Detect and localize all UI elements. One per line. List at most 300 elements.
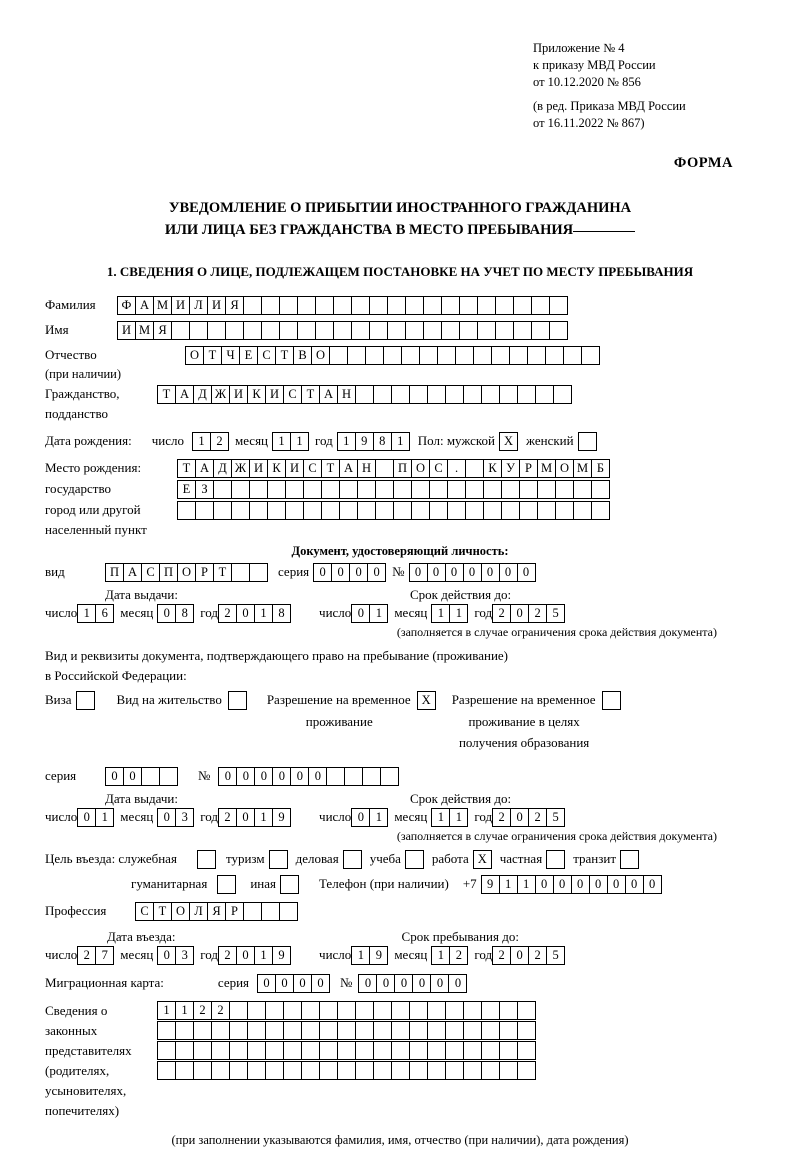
char-cell[interactable] <box>477 321 496 340</box>
char-cell[interactable] <box>405 296 424 315</box>
char-cell[interactable]: 0 <box>463 563 482 582</box>
char-cell[interactable]: И <box>285 459 304 478</box>
char-cell[interactable]: 1 <box>369 808 388 827</box>
doc-kind-input[interactable] <box>105 563 268 582</box>
char-cell[interactable] <box>581 346 600 365</box>
char-cell[interactable] <box>279 902 298 921</box>
char-cell[interactable]: И <box>117 321 136 340</box>
char-cell[interactable] <box>519 480 538 499</box>
char-cell[interactable] <box>319 1001 338 1020</box>
char-cell[interactable] <box>369 296 388 315</box>
char-cell[interactable]: 9 <box>272 946 291 965</box>
char-cell[interactable]: 0 <box>157 604 176 623</box>
char-cell[interactable]: 9 <box>355 432 374 451</box>
char-cell[interactable] <box>573 480 592 499</box>
char-cell[interactable]: 0 <box>643 875 662 894</box>
purpose-business-checkbox[interactable] <box>343 850 362 869</box>
purpose-transit-checkbox[interactable] <box>620 850 639 869</box>
char-cell[interactable] <box>447 501 466 520</box>
char-cell[interactable] <box>157 1041 176 1060</box>
char-cell[interactable] <box>441 296 460 315</box>
char-cell[interactable]: 2 <box>528 808 547 827</box>
char-cell[interactable]: М <box>135 321 154 340</box>
char-cell[interactable]: 0 <box>510 946 529 965</box>
char-cell[interactable]: 3 <box>175 946 194 965</box>
char-cell[interactable] <box>265 1021 284 1040</box>
char-cell[interactable] <box>285 480 304 499</box>
char-cell[interactable] <box>499 1021 518 1040</box>
char-cell[interactable] <box>499 1061 518 1080</box>
char-cell[interactable] <box>423 321 442 340</box>
char-cell[interactable] <box>337 1041 356 1060</box>
char-cell[interactable]: 0 <box>313 563 332 582</box>
char-cell[interactable] <box>229 1021 248 1040</box>
char-cell[interactable] <box>344 767 363 786</box>
char-cell[interactable] <box>555 480 574 499</box>
char-cell[interactable] <box>362 767 381 786</box>
char-cell[interactable] <box>315 321 334 340</box>
char-cell[interactable] <box>409 1001 428 1020</box>
char-cell[interactable] <box>549 321 568 340</box>
char-cell[interactable] <box>297 321 316 340</box>
char-cell[interactable]: 0 <box>311 974 330 993</box>
char-cell[interactable]: 1 <box>431 808 450 827</box>
char-cell[interactable]: 2 <box>211 1001 230 1020</box>
char-cell[interactable]: О <box>311 346 330 365</box>
char-cell[interactable]: 2 <box>218 946 237 965</box>
char-cell[interactable] <box>391 1061 410 1080</box>
char-cell[interactable] <box>387 321 406 340</box>
char-cell[interactable]: И <box>249 459 268 478</box>
char-cell[interactable]: Я <box>225 296 244 315</box>
purpose-work-checkbox[interactable]: Х <box>473 850 492 869</box>
char-cell[interactable] <box>337 1021 356 1040</box>
char-cell[interactable] <box>339 480 358 499</box>
char-cell[interactable]: Б <box>591 459 610 478</box>
char-cell[interactable] <box>283 1021 302 1040</box>
temp-residence-checkbox[interactable]: Х <box>417 691 436 710</box>
char-cell[interactable] <box>283 1041 302 1060</box>
char-cell[interactable]: 0 <box>351 604 370 623</box>
edu-residence-checkbox[interactable] <box>602 691 621 710</box>
char-cell[interactable]: 0 <box>607 875 626 894</box>
char-cell[interactable]: 0 <box>358 974 377 993</box>
migration-series-input[interactable] <box>257 974 330 993</box>
char-cell[interactable]: 2 <box>218 808 237 827</box>
char-cell[interactable]: М <box>153 296 172 315</box>
char-cell[interactable]: 0 <box>499 563 518 582</box>
char-cell[interactable]: 0 <box>553 875 572 894</box>
char-cell[interactable]: А <box>319 385 338 404</box>
char-cell[interactable]: 2 <box>492 604 511 623</box>
char-cell[interactable]: Ф <box>117 296 136 315</box>
char-cell[interactable]: А <box>175 385 194 404</box>
char-cell[interactable]: 0 <box>589 875 608 894</box>
char-cell[interactable] <box>337 1001 356 1020</box>
char-cell[interactable] <box>411 501 430 520</box>
entry-day-input[interactable] <box>77 946 114 965</box>
char-cell[interactable] <box>315 296 334 315</box>
legal-rep-row-1[interactable] <box>157 1001 536 1020</box>
sex-female-checkbox[interactable] <box>578 432 597 451</box>
char-cell[interactable] <box>517 385 536 404</box>
char-cell[interactable] <box>387 296 406 315</box>
char-cell[interactable] <box>373 1041 392 1060</box>
char-cell[interactable]: И <box>265 385 284 404</box>
char-cell[interactable]: 1 <box>254 946 273 965</box>
char-cell[interactable] <box>591 501 610 520</box>
char-cell[interactable] <box>265 1001 284 1020</box>
char-cell[interactable]: Я <box>207 902 226 921</box>
char-cell[interactable] <box>373 1061 392 1080</box>
char-cell[interactable] <box>499 1041 518 1060</box>
char-cell[interactable]: 0 <box>77 808 96 827</box>
char-cell[interactable] <box>303 501 322 520</box>
char-cell[interactable] <box>189 321 208 340</box>
char-cell[interactable] <box>535 385 554 404</box>
char-cell[interactable]: 0 <box>571 875 590 894</box>
stay-valid-month-input[interactable] <box>431 808 468 827</box>
doc-series-input[interactable] <box>313 563 386 582</box>
char-cell[interactable]: 1 <box>517 875 536 894</box>
char-cell[interactable]: О <box>555 459 574 478</box>
char-cell[interactable]: 0 <box>367 563 386 582</box>
char-cell[interactable] <box>519 501 538 520</box>
char-cell[interactable] <box>265 1041 284 1060</box>
char-cell[interactable]: 1 <box>351 946 370 965</box>
char-cell[interactable]: С <box>141 563 160 582</box>
char-cell[interactable]: Т <box>321 459 340 478</box>
char-cell[interactable] <box>357 501 376 520</box>
char-cell[interactable]: А <box>339 459 358 478</box>
char-cell[interactable]: 0 <box>535 875 554 894</box>
char-cell[interactable]: 1 <box>77 604 96 623</box>
entry-month-input[interactable] <box>157 946 194 965</box>
char-cell[interactable]: 2 <box>492 946 511 965</box>
char-cell[interactable]: О <box>177 563 196 582</box>
char-cell[interactable]: 8 <box>373 432 392 451</box>
purpose-study-checkbox[interactable] <box>405 850 424 869</box>
char-cell[interactable] <box>347 346 366 365</box>
char-cell[interactable]: 1 <box>192 432 211 451</box>
char-cell[interactable]: З <box>195 480 214 499</box>
char-cell[interactable]: 0 <box>517 563 536 582</box>
char-cell[interactable] <box>355 385 374 404</box>
char-cell[interactable] <box>267 480 286 499</box>
stay-until-day-input[interactable] <box>351 946 388 965</box>
char-cell[interactable] <box>229 1041 248 1060</box>
doc-issue-year-input[interactable] <box>218 604 291 623</box>
char-cell[interactable] <box>517 1021 536 1040</box>
char-cell[interactable]: 7 <box>95 946 114 965</box>
char-cell[interactable]: Т <box>203 346 222 365</box>
char-cell[interactable] <box>465 501 484 520</box>
doc-valid-month-input[interactable] <box>431 604 468 623</box>
char-cell[interactable]: 2 <box>449 946 468 965</box>
char-cell[interactable] <box>193 1021 212 1040</box>
char-cell[interactable] <box>285 501 304 520</box>
purpose-service-checkbox[interactable] <box>197 850 216 869</box>
char-cell[interactable]: 0 <box>625 875 644 894</box>
char-cell[interactable]: Т <box>177 459 196 478</box>
char-cell[interactable] <box>333 321 352 340</box>
char-cell[interactable]: 5 <box>546 808 565 827</box>
char-cell[interactable]: О <box>171 902 190 921</box>
char-cell[interactable] <box>193 1061 212 1080</box>
char-cell[interactable] <box>247 1041 266 1060</box>
char-cell[interactable]: 9 <box>369 946 388 965</box>
char-cell[interactable]: А <box>123 563 142 582</box>
char-cell[interactable] <box>483 501 502 520</box>
char-cell[interactable]: Н <box>337 385 356 404</box>
char-cell[interactable] <box>267 501 286 520</box>
char-cell[interactable]: 0 <box>236 604 255 623</box>
char-cell[interactable] <box>207 321 226 340</box>
char-cell[interactable] <box>409 385 428 404</box>
legal-rep-row-3[interactable] <box>157 1041 536 1060</box>
char-cell[interactable]: 0 <box>331 563 350 582</box>
char-cell[interactable] <box>326 767 345 786</box>
char-cell[interactable] <box>531 321 550 340</box>
doc-valid-year-input[interactable] <box>492 604 565 623</box>
stay-issue-month-input[interactable] <box>157 808 194 827</box>
doc-number-input[interactable] <box>409 563 536 582</box>
char-cell[interactable] <box>301 1021 320 1040</box>
char-cell[interactable] <box>393 501 412 520</box>
char-cell[interactable] <box>229 1061 248 1080</box>
legal-representatives-inputs[interactable] <box>157 1001 536 1081</box>
char-cell[interactable] <box>463 385 482 404</box>
char-cell[interactable] <box>465 459 484 478</box>
char-cell[interactable]: Р <box>519 459 538 478</box>
char-cell[interactable] <box>555 501 574 520</box>
purpose-humanitarian-checkbox[interactable] <box>217 875 236 894</box>
char-cell[interactable]: 0 <box>218 767 237 786</box>
char-cell[interactable] <box>243 296 262 315</box>
birth-year-input[interactable] <box>337 432 410 451</box>
char-cell[interactable] <box>391 385 410 404</box>
char-cell[interactable] <box>411 480 430 499</box>
char-cell[interactable]: 0 <box>510 604 529 623</box>
char-cell[interactable] <box>445 385 464 404</box>
char-cell[interactable]: Л <box>189 296 208 315</box>
char-cell[interactable]: 0 <box>157 808 176 827</box>
char-cell[interactable] <box>455 346 474 365</box>
doc-issue-day-input[interactable] <box>77 604 114 623</box>
char-cell[interactable]: 1 <box>431 946 450 965</box>
char-cell[interactable]: 0 <box>445 563 464 582</box>
char-cell[interactable] <box>171 321 190 340</box>
name-input[interactable] <box>117 321 568 340</box>
char-cell[interactable] <box>537 501 556 520</box>
char-cell[interactable] <box>333 296 352 315</box>
char-cell[interactable]: Т <box>157 385 176 404</box>
char-cell[interactable] <box>283 1001 302 1020</box>
char-cell[interactable] <box>249 480 268 499</box>
char-cell[interactable] <box>427 1061 446 1080</box>
char-cell[interactable]: 2 <box>528 946 547 965</box>
char-cell[interactable]: 3 <box>175 808 194 827</box>
char-cell[interactable]: Т <box>153 902 172 921</box>
char-cell[interactable] <box>355 1021 374 1040</box>
char-cell[interactable] <box>427 1001 446 1020</box>
char-cell[interactable] <box>409 1021 428 1040</box>
char-cell[interactable] <box>477 296 496 315</box>
birthplace-city-input-1[interactable] <box>177 480 610 499</box>
char-cell[interactable] <box>321 501 340 520</box>
char-cell[interactable] <box>261 321 280 340</box>
char-cell[interactable] <box>375 459 394 478</box>
char-cell[interactable]: С <box>429 459 448 478</box>
char-cell[interactable]: П <box>159 563 178 582</box>
char-cell[interactable] <box>423 296 442 315</box>
char-cell[interactable] <box>373 385 392 404</box>
char-cell[interactable]: 1 <box>449 604 468 623</box>
visa-checkbox[interactable] <box>76 691 95 710</box>
doc-valid-day-input[interactable] <box>351 604 388 623</box>
char-cell[interactable] <box>481 1021 500 1040</box>
char-cell[interactable] <box>409 1041 428 1060</box>
char-cell[interactable]: 0 <box>236 767 255 786</box>
char-cell[interactable] <box>459 296 478 315</box>
char-cell[interactable] <box>563 346 582 365</box>
char-cell[interactable] <box>355 1001 374 1020</box>
char-cell[interactable] <box>553 385 572 404</box>
char-cell[interactable]: 1 <box>272 432 291 451</box>
char-cell[interactable] <box>249 563 268 582</box>
char-cell[interactable] <box>380 767 399 786</box>
char-cell[interactable] <box>409 1061 428 1080</box>
char-cell[interactable] <box>463 1041 482 1060</box>
char-cell[interactable] <box>321 480 340 499</box>
char-cell[interactable]: 9 <box>481 875 500 894</box>
citizenship-input[interactable] <box>157 385 572 404</box>
char-cell[interactable]: 0 <box>257 974 276 993</box>
residence-permit-checkbox[interactable] <box>228 691 247 710</box>
char-cell[interactable] <box>369 321 388 340</box>
char-cell[interactable] <box>193 1041 212 1060</box>
char-cell[interactable] <box>427 1021 446 1040</box>
char-cell[interactable]: 2 <box>193 1001 212 1020</box>
char-cell[interactable]: 1 <box>431 604 450 623</box>
stay-valid-day-input[interactable] <box>351 808 388 827</box>
char-cell[interactable] <box>445 1041 464 1060</box>
char-cell[interactable]: Т <box>275 346 294 365</box>
char-cell[interactable] <box>247 1001 266 1020</box>
char-cell[interactable] <box>339 501 358 520</box>
char-cell[interactable] <box>429 480 448 499</box>
char-cell[interactable]: 0 <box>394 974 413 993</box>
char-cell[interactable] <box>501 501 520 520</box>
char-cell[interactable]: 1 <box>499 875 518 894</box>
char-cell[interactable] <box>283 1061 302 1080</box>
char-cell[interactable] <box>459 321 478 340</box>
char-cell[interactable]: В <box>293 346 312 365</box>
char-cell[interactable] <box>279 321 298 340</box>
char-cell[interactable]: 9 <box>272 808 291 827</box>
char-cell[interactable] <box>427 385 446 404</box>
char-cell[interactable]: И <box>171 296 190 315</box>
char-cell[interactable] <box>177 501 196 520</box>
char-cell[interactable] <box>463 1001 482 1020</box>
char-cell[interactable]: 0 <box>427 563 446 582</box>
char-cell[interactable]: 1 <box>391 432 410 451</box>
char-cell[interactable] <box>319 1061 338 1080</box>
char-cell[interactable]: Ж <box>211 385 230 404</box>
char-cell[interactable] <box>175 1021 194 1040</box>
char-cell[interactable] <box>355 1061 374 1080</box>
doc-issue-month-input[interactable] <box>157 604 194 623</box>
char-cell[interactable] <box>301 1061 320 1080</box>
char-cell[interactable] <box>195 501 214 520</box>
char-cell[interactable]: С <box>303 459 322 478</box>
char-cell[interactable]: Л <box>189 902 208 921</box>
char-cell[interactable]: 0 <box>448 974 467 993</box>
char-cell[interactable]: 1 <box>175 1001 194 1020</box>
char-cell[interactable] <box>303 480 322 499</box>
purpose-other-checkbox[interactable] <box>280 875 299 894</box>
char-cell[interactable]: 0 <box>290 767 309 786</box>
char-cell[interactable]: И <box>207 296 226 315</box>
char-cell[interactable]: 1 <box>254 604 273 623</box>
char-cell[interactable]: 0 <box>409 563 428 582</box>
char-cell[interactable] <box>319 1021 338 1040</box>
char-cell[interactable] <box>429 501 448 520</box>
char-cell[interactable]: 0 <box>236 946 255 965</box>
char-cell[interactable]: Н <box>357 459 376 478</box>
patronymic-input[interactable] <box>185 346 600 365</box>
char-cell[interactable]: 0 <box>275 974 294 993</box>
char-cell[interactable] <box>481 1041 500 1060</box>
char-cell[interactable]: К <box>247 385 266 404</box>
char-cell[interactable] <box>231 480 250 499</box>
char-cell[interactable] <box>481 1061 500 1080</box>
char-cell[interactable] <box>441 321 460 340</box>
char-cell[interactable] <box>499 385 518 404</box>
birthplace-state-input[interactable] <box>177 459 610 478</box>
char-cell[interactable]: Ч <box>221 346 240 365</box>
char-cell[interactable] <box>591 480 610 499</box>
char-cell[interactable] <box>463 1021 482 1040</box>
char-cell[interactable] <box>427 1041 446 1060</box>
char-cell[interactable] <box>483 480 502 499</box>
char-cell[interactable]: К <box>267 459 286 478</box>
char-cell[interactable] <box>229 1001 248 1020</box>
char-cell[interactable]: 1 <box>254 808 273 827</box>
char-cell[interactable] <box>405 321 424 340</box>
char-cell[interactable] <box>445 1061 464 1080</box>
char-cell[interactable]: Р <box>195 563 214 582</box>
entry-year-input[interactable] <box>218 946 291 965</box>
phone-input[interactable] <box>481 875 662 894</box>
char-cell[interactable] <box>329 346 348 365</box>
char-cell[interactable]: 5 <box>546 946 565 965</box>
char-cell[interactable]: Я <box>153 321 172 340</box>
char-cell[interactable] <box>517 1061 536 1080</box>
sex-male-checkbox[interactable]: Х <box>499 432 518 451</box>
char-cell[interactable]: М <box>573 459 592 478</box>
char-cell[interactable] <box>261 296 280 315</box>
char-cell[interactable] <box>445 1021 464 1040</box>
char-cell[interactable] <box>481 1001 500 1020</box>
char-cell[interactable]: М <box>537 459 556 478</box>
char-cell[interactable] <box>351 296 370 315</box>
char-cell[interactable] <box>419 346 438 365</box>
char-cell[interactable]: 1 <box>337 432 356 451</box>
char-cell[interactable] <box>213 480 232 499</box>
char-cell[interactable] <box>531 296 550 315</box>
char-cell[interactable] <box>175 1061 194 1080</box>
